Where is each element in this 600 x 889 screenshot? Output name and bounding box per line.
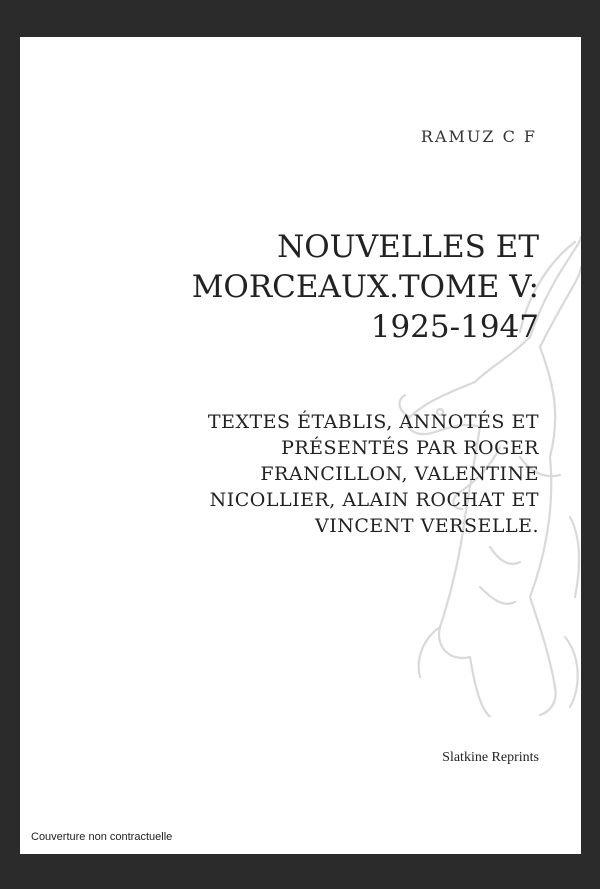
author-name: RAMUZ C F [420,127,537,146]
editors-credit: TEXTES ÉTABLIS, ANNOTÉS ET PRÉSENTÉS PAR ROGER FRANCILLON, VALENTINE NICOLLIER, ALAIN ROCHAT ET VINCENT VERSELLE. [207,411,539,537]
book-cover [20,37,581,854]
book-title: NOUVELLES ET MORCEAUX.TOME V: 1925-1947 [191,229,539,345]
publisher-name: Slatkine Reprints [442,750,539,765]
cover-disclaimer: Couverture non contractuelle [31,831,173,843]
